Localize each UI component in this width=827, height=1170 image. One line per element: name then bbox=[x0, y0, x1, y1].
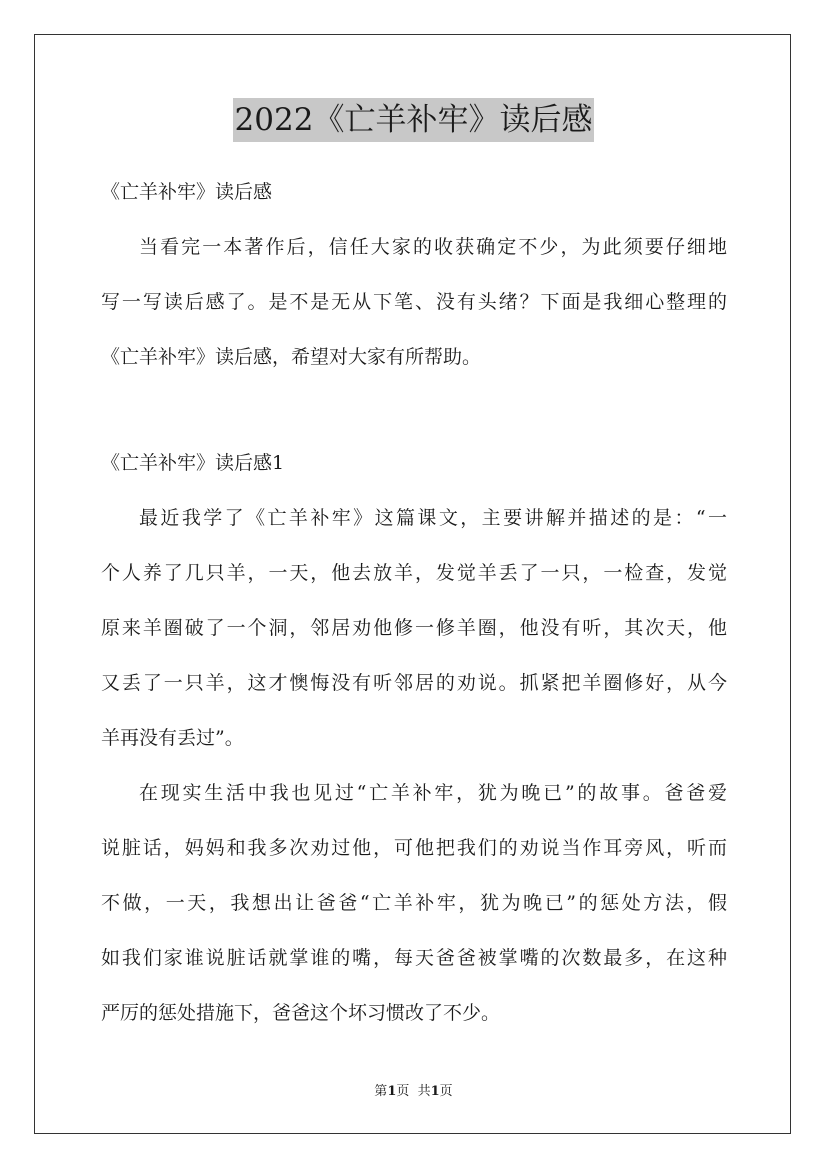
page-footer bbox=[0, 1083, 827, 1101]
text-line: 不做，一天，我想出让爸爸“亡羊补牢，犹为晚已”的惩处方法，假 bbox=[101, 892, 727, 914]
paragraph-1 bbox=[101, 498, 727, 773]
section-heading: 《亡羊补牢》读后感1 bbox=[101, 452, 285, 474]
text-line: 又丢了一只羊，这才懊悔没有听邻居的劝说。抓紧把羊圈修好，从今 bbox=[101, 672, 727, 694]
intro-paragraph bbox=[101, 227, 727, 392]
text-line: 在现实生活中我也见过“亡羊补牢，犹为晚已”的故事。爸爸爱 bbox=[139, 782, 727, 804]
text-line: 《亡羊补牢》读后感，希望对大家有所帮助。 bbox=[101, 346, 482, 368]
intro-heading: 《亡羊补牢》读后感 bbox=[101, 181, 273, 203]
text-line: 如我们家谁说脏话就掌谁的嘴，每天爸爸被掌嘴的次数最多，在这种 bbox=[101, 947, 727, 969]
text-line: 个人养了几只羊，一天，他去放羊，发觉羊丢了一只，一检查，发觉 bbox=[101, 562, 727, 584]
text-line: 原来羊圈破了一个洞，邻居劝他修一修羊圈，他没有听，其次天，他 bbox=[101, 617, 727, 639]
text-line: 羊再没有丢过”。 bbox=[101, 727, 244, 749]
footer-total-pages: 1 bbox=[430, 1084, 440, 1099]
text-line: 最近我学了《亡羊补牢》这篇课文，主要讲解并描述的是：“一 bbox=[139, 507, 727, 529]
text-line: 写一写读后感了。是不是无从下笔、没有头绪？下面是我细心整理的 bbox=[101, 291, 727, 313]
document-body bbox=[101, 172, 727, 1048]
text-line: 说脏话，妈妈和我多次劝过他，可他把我们的劝说当作耳旁风，听而 bbox=[101, 837, 727, 859]
footer-suffix: 页 bbox=[439, 1084, 453, 1099]
text-line: 当看完一本著作后，信任大家的收获确定不少，为此须要仔细地 bbox=[139, 236, 727, 258]
paragraph-2 bbox=[101, 773, 727, 1048]
footer-page-number: 1 bbox=[387, 1084, 397, 1099]
document-title: 2022《亡羊补牢》读后感 bbox=[233, 98, 595, 142]
footer-prefix: 第 bbox=[374, 1084, 388, 1099]
text-line: 严厉的惩处措施下，爸爸这个坏习惯改了不少。 bbox=[101, 1002, 501, 1024]
title-container bbox=[0, 98, 827, 142]
footer-mid: 页 共 bbox=[396, 1084, 431, 1099]
